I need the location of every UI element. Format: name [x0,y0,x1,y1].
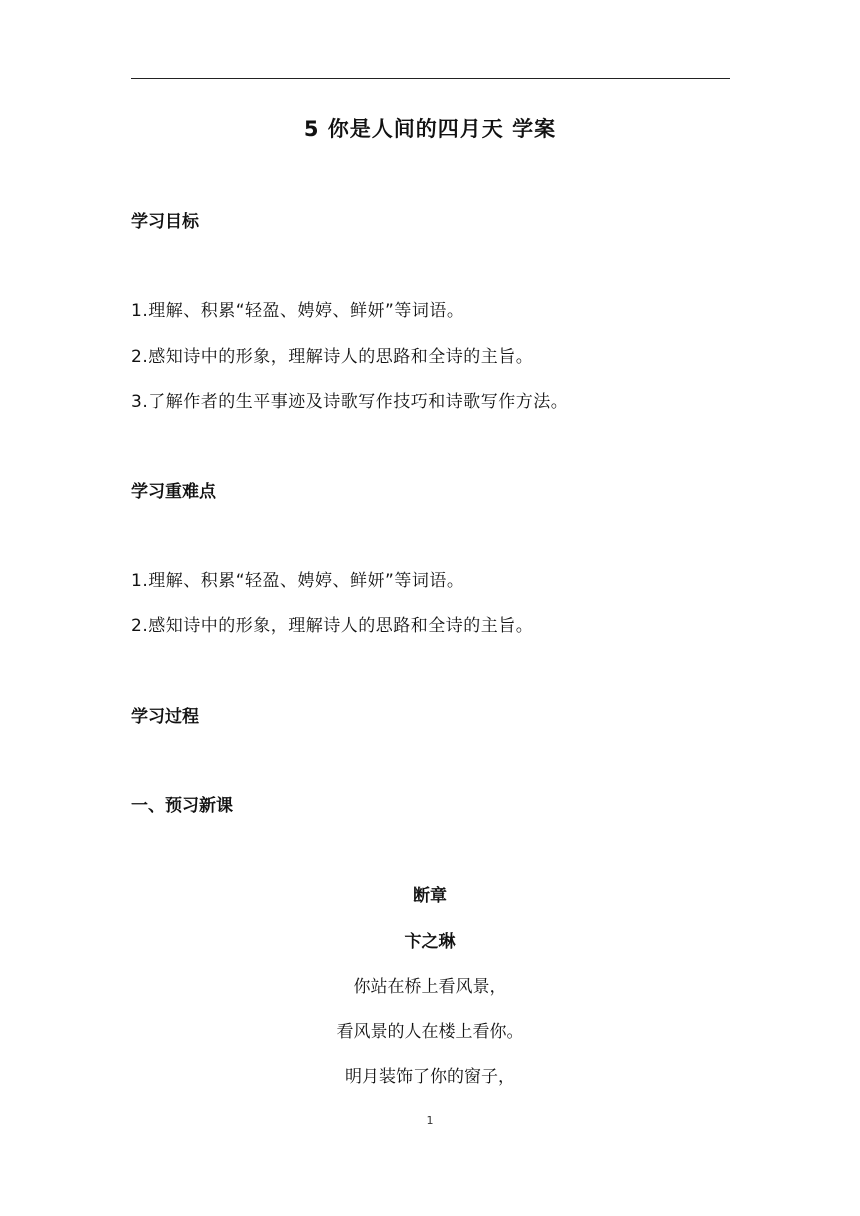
objective-item-3: 3.了解作者的生平事迹及诗歌写作技巧和诗歌写作方法。 [131,392,569,412]
poem-line-1: 你站在桥上看风景， [353,977,507,997]
poem-line-3: 明月装饰了你的窗子， [345,1067,515,1087]
key-point-item-2: 2.感知诗中的形象，理解诗人的思路和全诗的主旨。 [131,616,534,636]
document-title: 5 你是人间的四月天 学案 [303,117,557,141]
poem-line-2: 看风景的人在楼上看你。 [336,1022,524,1042]
header-rule [131,78,730,79]
objective-item-1: 1.理解、积累“轻盈、娉婷、鲜妍”等词语。 [131,301,465,321]
key-point-item-1: 1.理解、积累“轻盈、娉婷、鲜妍”等词语。 [131,571,465,591]
poem-title: 断章 [413,886,447,906]
objectives-heading: 学习目标 [131,212,199,232]
key-points-heading: 学习重难点 [131,482,216,502]
preview-heading: 一、预习新课 [131,796,233,816]
page-number: 1 [426,1114,434,1127]
poem-author: 卞之琳 [404,932,456,952]
process-heading: 学习过程 [131,707,199,727]
objective-item-2: 2.感知诗中的形象，理解诗人的思路和全诗的主旨。 [131,347,534,367]
